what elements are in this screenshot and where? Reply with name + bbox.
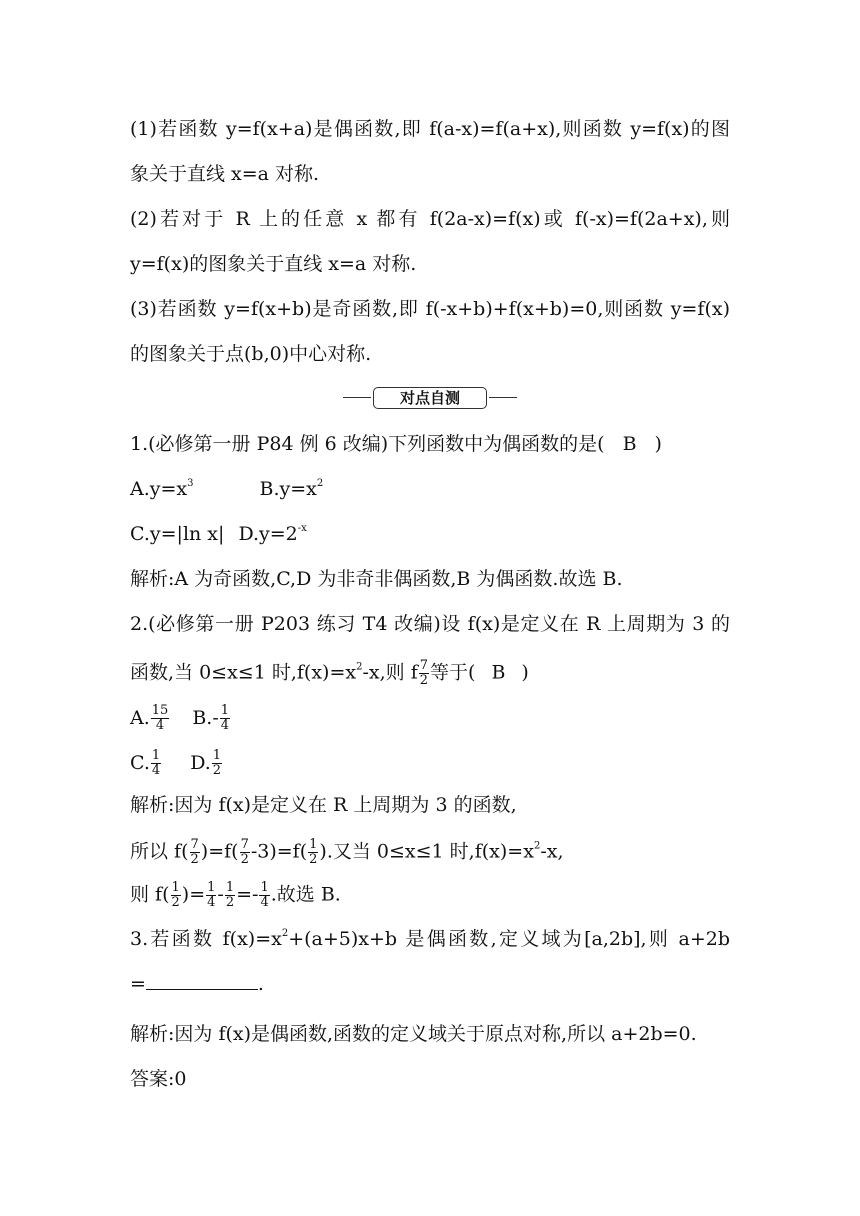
section-title: 对点自测 — [373, 387, 487, 409]
q2-option-c: C. $\frac{1}{4}$ — [130, 748, 161, 778]
q2-stem-line2: 函数,当 0≤x≤1 时$,f(x)=x^2-x$,则 f $\frac{7}{2}$ 等于( B ) — [130, 658, 529, 688]
q1-close-paren: ) — [654, 433, 662, 455]
q1-answer: B — [622, 433, 637, 455]
q2-options-row1 — [130, 704, 231, 733]
theory-p3-line2: 的图象关于点(b,0)中心对称. — [130, 343, 372, 365]
q2-solution-line2: 所以 f( $\frac{7}{2}$ )=f( $\frac{7}{2}$ -3)=f( $\frac{1}{2}$ ).又当 0≤x≤1 时$,f(x)=x^2-x$, — [130, 837, 564, 867]
q1-solution: 解析:A 为奇函数,C,D 为非奇非偶函数,B 为偶函数.故选 B. — [130, 568, 623, 590]
q2-answer: B — [491, 661, 506, 684]
section-divider — [343, 387, 517, 409]
q3-answer: 答案:0 — [130, 1068, 187, 1090]
q2-frac-7-2: $\frac{7}{2}$ — [419, 658, 429, 688]
q2-stem-line1: 2.(必修第一册 P203 练习 T4 改编)设 f(x)是定义在 R 上周期为 3 的 — [130, 613, 730, 635]
q1-option-a: $A.y=x^3$ — [130, 478, 194, 500]
q2-solution-line3: 则 f( $\frac{1}{2}$ )= $\frac{1}{4}$ - $\frac{1}{2}$ =- $\frac{1}{4}$ .故选 B. — [130, 880, 341, 910]
q1-stem — [130, 432, 662, 456]
q2-option-d: D. $\frac{1}{2}$ — [190, 748, 222, 778]
q1-options-row2 — [130, 522, 307, 546]
theory-p1-line2: 象关于直线 x=a 对称. — [130, 163, 320, 185]
q2-option-a: A. $\frac{15}{4}$ — [130, 703, 169, 733]
q1-option-d: $D.y=2^{-x}$ — [238, 523, 307, 545]
q3-stem-line2: = . — [130, 973, 264, 995]
theory-p2-line1: (2)若对于 R 上的任意 x 都有 f(2a-x)=f(x)或 f(-x)=f(2a+x),则 — [130, 208, 730, 230]
theory-p2-line2: y=f(x)的图象关于直线 x=a 对称. — [130, 253, 417, 275]
q3-stem-line1: 3.若函数 $f(x)=x^2+(a+5)x+b$ 是偶函数,定义域为[a,2b],则 a+2b — [130, 928, 730, 950]
q1-option-c: C.y=|ln x| — [130, 523, 225, 545]
divider-rule-left — [343, 397, 371, 398]
q2-option-b: B.- $\frac{1}{4}$ — [192, 703, 230, 733]
divider-rule-right — [489, 397, 517, 398]
q2-solution-line1: 解析:因为 f(x)是定义在 R 上周期为 3 的函数, — [130, 794, 517, 816]
q3-answer-blank[interactable] — [146, 975, 258, 990]
q1-options-row1 — [130, 477, 323, 501]
theory-p3-line1: (3)若函数 y=f(x+b)是奇函数,即 f(-x+b)+f(x+b)=0,则函数 y=f(x) — [130, 298, 730, 320]
q1-option-b: $B.y=x^2$ — [259, 478, 324, 500]
q3-solution: 解析:因为 f(x)是偶函数,函数的定义域关于原点对称,所以 a+2b=0. — [130, 1023, 697, 1045]
theory-p1-line1: (1)若函数 y=f(x+a)是偶函数,即 f(a-x)=f(a+x),则函数 y=f(x)的图 — [130, 118, 730, 140]
q1-stem-text: 1.(必修第一册 P84 例 6 改编)下列函数中为偶函数的是( — [130, 433, 605, 455]
q2-options-row2 — [130, 749, 223, 778]
